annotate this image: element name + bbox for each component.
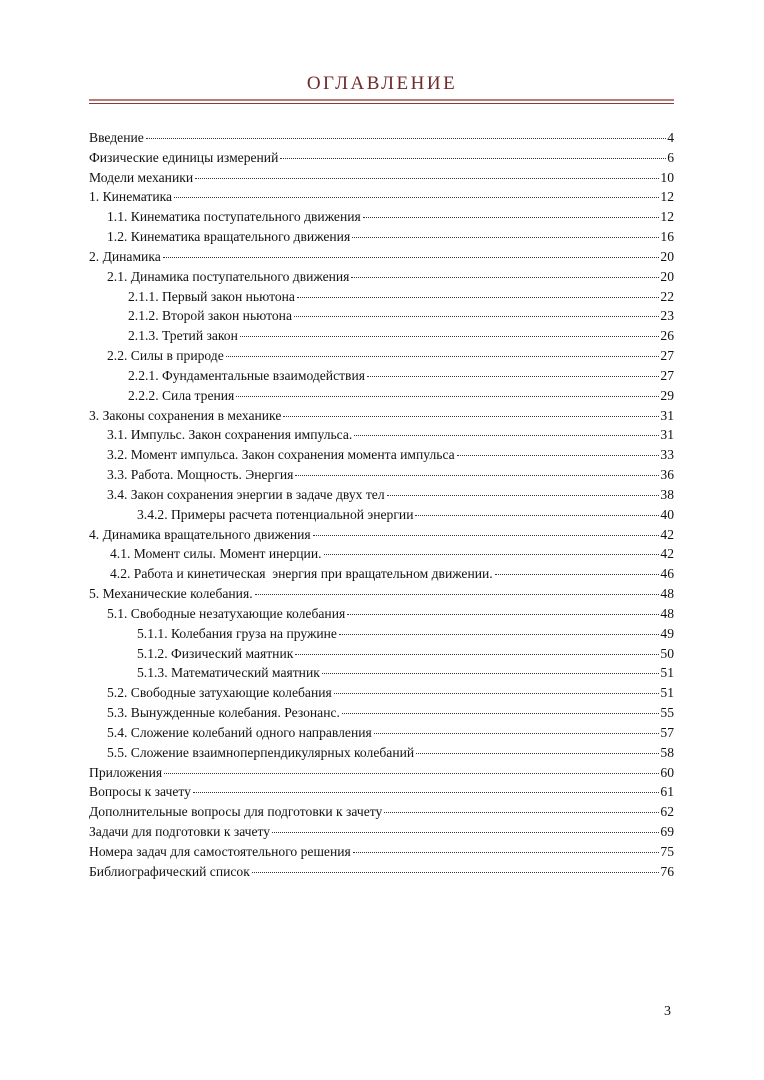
dot-leader [240, 336, 660, 337]
toc-entry-title: 5.1.1. Колебания груза на пружине [137, 625, 337, 641]
toc-entry-title: 4.2. Работа и кинетическая энергия при вращательном движении. [110, 566, 493, 582]
toc-entry-title: 2.1. Динамика поступательного движения [107, 268, 350, 284]
toc-entry[interactable] [89, 763, 674, 783]
toc-entry-title: 3.4. Закон сохранения энергии в задаче двух тел [107, 486, 385, 502]
dot-leader [283, 416, 659, 417]
dot-leader [339, 634, 659, 635]
toc-entry[interactable] [89, 207, 674, 227]
toc-entry-title: 1.1. Кинематика поступательного движения [107, 209, 361, 225]
toc-entry[interactable] [89, 425, 674, 445]
toc-entry[interactable] [89, 485, 674, 505]
dot-leader [174, 197, 659, 198]
toc-entry-title: 4. Динамика вращательного движения [89, 526, 311, 542]
toc-entry[interactable] [89, 406, 674, 426]
toc-entry-page: 48 [660, 586, 674, 602]
dot-leader [313, 535, 660, 536]
dot-leader [387, 495, 660, 496]
toc-entry-page: 31 [660, 407, 674, 423]
toc-entry-title: 5.2. Свободные затухающие колебания [107, 685, 332, 701]
toc-entry-title: Библиографический список [89, 863, 250, 879]
toc-entry[interactable] [89, 842, 674, 862]
toc-entry-page: 62 [660, 804, 674, 820]
toc-entry-title: 3.2. Момент импульса. Закон сохранения момента импульса [107, 447, 455, 463]
toc-entry[interactable] [89, 465, 674, 485]
toc-entry-title: 2.1.3. Третий закон [128, 328, 238, 344]
toc-entry-page: 51 [660, 665, 674, 681]
dot-leader [352, 237, 659, 238]
toc-entry[interactable] [89, 723, 674, 743]
toc-entry-page: 16 [660, 229, 674, 245]
toc-entry[interactable] [89, 227, 674, 247]
dot-leader [226, 356, 660, 357]
toc-entry-title: 5.1. Свободные незатухающие колебания [107, 605, 346, 621]
toc-entry-page: 6 [667, 149, 674, 165]
dot-leader [457, 455, 660, 456]
toc-entry[interactable] [89, 584, 674, 604]
dot-leader [353, 852, 660, 853]
dot-leader [146, 138, 666, 139]
toc-entry-title: Введение [89, 130, 144, 145]
toc-entry[interactable] [89, 326, 674, 346]
toc-entry-title: 1. Кинематика [89, 189, 173, 205]
toc-entry[interactable] [89, 564, 674, 584]
dot-leader [294, 316, 659, 317]
dot-leader [252, 872, 660, 873]
page-title: ОГЛАВЛЕНИЕ [306, 73, 458, 94]
dot-leader [351, 277, 659, 278]
toc-entry-title: 5.4. Сложение колебаний одного направления [107, 724, 372, 740]
toc-entry-page: 33 [660, 447, 674, 463]
toc-entry-page: 69 [660, 823, 674, 839]
toc-entry-title: 3.4.2. Примеры расчета потенциальной энергии [137, 506, 414, 522]
toc-entry-title: 3.3. Работа. Мощность. Энергия [107, 467, 294, 483]
toc-entry-page: 48 [660, 605, 674, 621]
toc-entry-page: 58 [660, 744, 674, 760]
toc-entry-title: 3.1. Импульс. Закон сохранения импульса. [107, 427, 353, 443]
toc-entry-page: 20 [660, 268, 674, 284]
dot-leader [280, 158, 666, 159]
toc-entry[interactable] [89, 287, 674, 307]
toc-entry-title: 3. Законы сохранения в механике [89, 407, 282, 423]
dot-leader [363, 217, 660, 218]
toc-entry-page: 60 [660, 764, 674, 780]
toc-entry-title: Номера задач для самостоятельного решения [89, 843, 351, 859]
toc-entry-title: Модели механики [89, 169, 194, 185]
toc-entry-title: 2.1.2. Второй закон ньютона [128, 308, 292, 324]
toc-entry-title: Приложения [89, 764, 163, 780]
toc-entry[interactable] [89, 703, 674, 723]
dot-leader [272, 832, 659, 833]
dot-leader [374, 733, 660, 734]
dot-leader [415, 515, 659, 516]
dot-leader [295, 654, 659, 655]
dot-leader [322, 673, 660, 674]
toc-entry[interactable] [89, 306, 674, 326]
dot-leader [195, 178, 659, 179]
title-divider [89, 99, 674, 101]
toc-entry-page: 61 [660, 784, 674, 800]
toc-entry[interactable] [89, 445, 674, 465]
toc-entry[interactable] [89, 663, 674, 683]
dot-leader [495, 574, 660, 575]
dot-leader [334, 693, 660, 694]
toc-entry[interactable] [89, 525, 674, 545]
toc-entry[interactable] [89, 346, 674, 366]
toc-entry-page: 29 [660, 387, 674, 403]
dot-leader [164, 773, 659, 774]
toc-entry-page: 51 [660, 685, 674, 701]
toc-entry[interactable] [89, 267, 674, 287]
toc-entry[interactable] [89, 822, 674, 842]
toc-entry-title: 5.1.2. Физический маятник [137, 645, 294, 661]
toc-entry-title: 5. Механические колебания. [89, 586, 253, 602]
toc-entry-page: 38 [660, 486, 674, 502]
toc-entry-page: 75 [660, 843, 674, 859]
toc-entry[interactable] [89, 544, 674, 564]
toc-entry-title: 2. Динамика [89, 248, 161, 264]
toc-entry-title: Физические единицы измерений [89, 149, 279, 165]
toc-entry[interactable] [89, 247, 674, 267]
page-number: 3 [664, 1004, 671, 1019]
toc-entry-title: 5.1.3. Математический маятник [137, 665, 320, 681]
toc-entry-page: 50 [660, 645, 674, 661]
toc-entry-page: 55 [660, 705, 674, 721]
toc-entry[interactable] [89, 683, 674, 703]
toc-entry-title: Задачи для подготовки к зачету [89, 823, 271, 839]
dot-leader [236, 396, 659, 397]
dot-leader [297, 297, 659, 298]
toc-entry[interactable] [89, 505, 674, 525]
toc-entry-page: 36 [660, 467, 674, 483]
toc-entry-title: 2.2. Силы в природе [107, 348, 224, 364]
toc-entry-page: 23 [660, 308, 674, 324]
dot-leader [354, 435, 659, 436]
toc-entry[interactable] [89, 644, 674, 664]
toc-entry-title: 2.2.2. Сила трения [128, 387, 235, 403]
toc-entry-page: 12 [660, 189, 674, 205]
toc-entry[interactable] [89, 168, 674, 188]
title-divider-secondary [89, 103, 674, 104]
toc-entry-page: 22 [660, 288, 674, 304]
toc-entry-page: 76 [660, 863, 674, 879]
toc-entry-title: 5.3. Вынужденные колебания. Резонанс. [107, 705, 340, 721]
toc-entry-title: 5.5. Сложение взаимноперпендикулярных колебаний [107, 744, 415, 760]
toc-entry[interactable] [89, 386, 674, 406]
toc-entry-page: 31 [660, 427, 674, 443]
toc-entry[interactable] [89, 862, 674, 882]
dot-leader [295, 475, 659, 476]
toc-entry-page: 20 [660, 248, 674, 264]
toc-entry-page: 49 [660, 625, 674, 641]
dot-leader [163, 257, 660, 258]
toc-entry[interactable] [89, 148, 674, 168]
dot-leader [384, 812, 659, 813]
toc-entry[interactable] [89, 128, 674, 148]
toc-entry-page: 27 [660, 367, 674, 383]
toc-entry-page: 4 [667, 130, 674, 145]
toc-entry[interactable] [89, 802, 674, 822]
toc-entry-page: 10 [660, 169, 674, 185]
dot-leader [367, 376, 659, 377]
toc-entry-page: 40 [660, 506, 674, 522]
dot-leader [324, 554, 660, 555]
toc-entry[interactable] [89, 187, 674, 207]
toc-entry-title: Вопросы к зачету [89, 784, 191, 800]
dot-leader [255, 594, 660, 595]
toc-entry[interactable] [89, 624, 674, 644]
toc-entry[interactable] [89, 743, 674, 763]
dot-leader [193, 792, 659, 793]
toc-entry-title: 2.1.1. Первый закон ньютона [128, 288, 295, 304]
toc-entry[interactable] [89, 782, 674, 802]
toc-entry-page: 12 [660, 209, 674, 225]
toc-entry-page: 46 [660, 566, 674, 582]
toc-entry-title: 4.1. Момент силы. Момент инерции. [110, 546, 322, 562]
dot-leader [347, 614, 659, 615]
toc-entry[interactable] [89, 366, 674, 386]
toc-entry[interactable] [89, 604, 674, 624]
toc-entry-page: 42 [660, 546, 674, 562]
dot-leader [342, 713, 659, 714]
dot-leader [416, 753, 659, 754]
toc-entry-page: 42 [660, 526, 674, 542]
table-of-contents [89, 128, 674, 881]
toc-entry-title: 2.2.1. Фундаментальные взаимодействия [128, 367, 365, 383]
toc-entry-title: Дополнительные вопросы для подготовки к зачету [89, 804, 383, 820]
toc-entry-page: 26 [660, 328, 674, 344]
toc-entry-page: 57 [660, 724, 674, 740]
toc-entry-page: 27 [660, 348, 674, 364]
toc-entry-title: 1.2. Кинематика вращательного движения [107, 229, 351, 245]
